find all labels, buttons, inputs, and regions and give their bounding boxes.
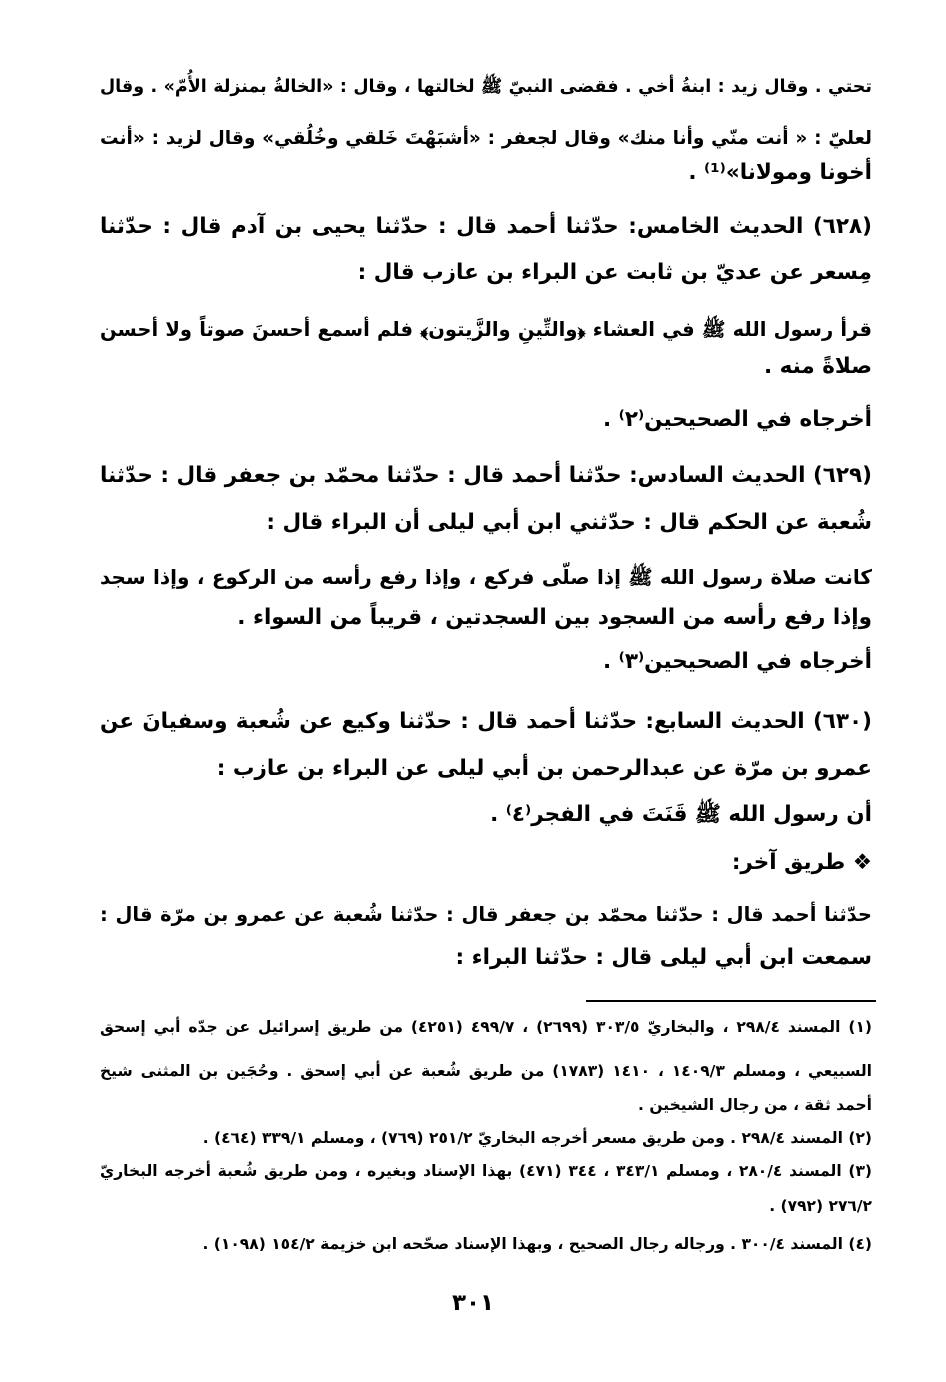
body-line-19: سمعت ابن أبي ليلى قال : حدّثنا البراء : bbox=[455, 945, 872, 970]
footnote-4: (٤) المسند ٣٠٠/٤ . ورجاله رجال الصحيح ، وبهذا الإسناد صحّحه ابن خزيمة ١٥٤/٢ (١٠٩٨) . bbox=[202, 1235, 872, 1253]
body-line-12: وإذا رفع رأسه من السجود بين السجدتين ، قريباً من السواء . bbox=[237, 605, 872, 630]
footnote-separator bbox=[586, 1000, 876, 1002]
body-line-7: صلاةً منه . bbox=[763, 354, 872, 379]
body-line-6: قرأ رسول الله ﷺ في العشاء ﴿والتِّينِ والزَّيتون﴾ فلم أسمع أحسنَ صوتاً ولا أحسن bbox=[100, 318, 872, 341]
hadith-630-heading: (٦٣٠) الحديث السابع: حدّثنا أحمد قال : حدّثنا وكيع عن شُعبة وسفيانَ عن bbox=[100, 709, 872, 734]
body-line-13: أخرجاه في الصحيحين⁽٣⁾ . bbox=[603, 649, 872, 674]
body-line-11: كانت صلاة رسول الله ﷺ إذا صلّى فركع ، وإذا رفع رأسه من الركوع ، وإذا سجد bbox=[100, 565, 872, 589]
body-line-18: حدّثنا أحمد قال : حدّثنا محمّد بن جعفر قال : حدّثنا شُعبة عن عمرو بن مرّة قال : bbox=[100, 903, 872, 926]
hadith-629-heading: (٦٢٩) الحديث السادس: حدّثنا أحمد قال : حدّثنا محمّد بن جعفر قال : حدّثنا bbox=[100, 463, 872, 488]
body-line-10: شُعبة عن الحكم قال : حدّثني ابن أبي ليلى أن البراء قال : bbox=[266, 510, 872, 535]
body-line-5: مِسعر عن عديّ بن ثابت عن البراء بن عازب قال : bbox=[357, 260, 872, 285]
footnote-3-line-2: ٢٧٦/٢ (٧٩٢) . bbox=[769, 1197, 872, 1215]
footnote-1-line-3: أحمد ثقة ، من رجال الشيخين . bbox=[638, 1096, 872, 1114]
page-number: ٣٠١ bbox=[451, 1290, 495, 1316]
body-line-16: أن رسول الله ﷺ قَنَتَ في الفجر⁽٤⁾ . bbox=[490, 802, 872, 827]
footnote-3-line-1: (٣) المسند ٢٨٠/٤ ، ومسلم ٣٤٣/١ ، ٣٤٤ (٤٧١) بهذا الإسناد وبغيره ، ومن طريق شُعبة أخرجه البخاريّ bbox=[100, 1162, 872, 1180]
body-line-15: عمرو بن مرّة عن عبدالرحمن بن أبي ليلى عن البراء بن عازب : bbox=[216, 756, 872, 781]
body-line-2: لعليّ : « أنت منّي وأنا منك» وقال لجعفر : «أشبَهْتَ خَلقي وخُلُقي» وقال لزيد : «أنت bbox=[100, 128, 872, 149]
body-line-8: أخرجاه في الصحيحين⁽٢⁾ . bbox=[603, 407, 872, 432]
footnote-1-line-1: (١) المسند ٢٩٨/٤ ، والبخاريّ ٣٠٣/٥ (٢٦٩٩) ، ٤٩٩/٧ (٤٢٥١) من طريق إسرائيل عن جدّه أبي إسحق bbox=[100, 1018, 872, 1036]
body-line-3: أخونا ومولانا»⁽¹⁾ . bbox=[688, 160, 872, 185]
footnote-2: (٢) المسند ٢٩٨/٤ . ومن طريق مسعر أخرجه البخاريّ ٢٥١/٢ (٧٦٩) ، ومسلم ٣٣٩/١ (٤٦٤) . bbox=[202, 1129, 872, 1147]
body-line-1: تحتي . وقال زيد : ابنةُ أخي . فقضى النبيّ ﷺ لخالتها ، وقال : «الخالةُ بمنزلة الأُمّ» . وقال bbox=[100, 77, 872, 97]
footnote-1-line-2: السبيعي ، ومسلم ١٤٠٩/٣ ، ١٤١٠ (١٧٨٣) من طريق شُعبة عن أبي إسحق . وحُجَين بن المثنى شيخ bbox=[100, 1062, 872, 1080]
hadith-628-heading: (٦٢٨) الحديث الخامس: حدّثنا أحمد قال : حدّثنا يحيى بن آدم قال : حدّثنا bbox=[100, 214, 872, 239]
subheading-another-route: ❖ طريق آخر: bbox=[731, 850, 872, 875]
